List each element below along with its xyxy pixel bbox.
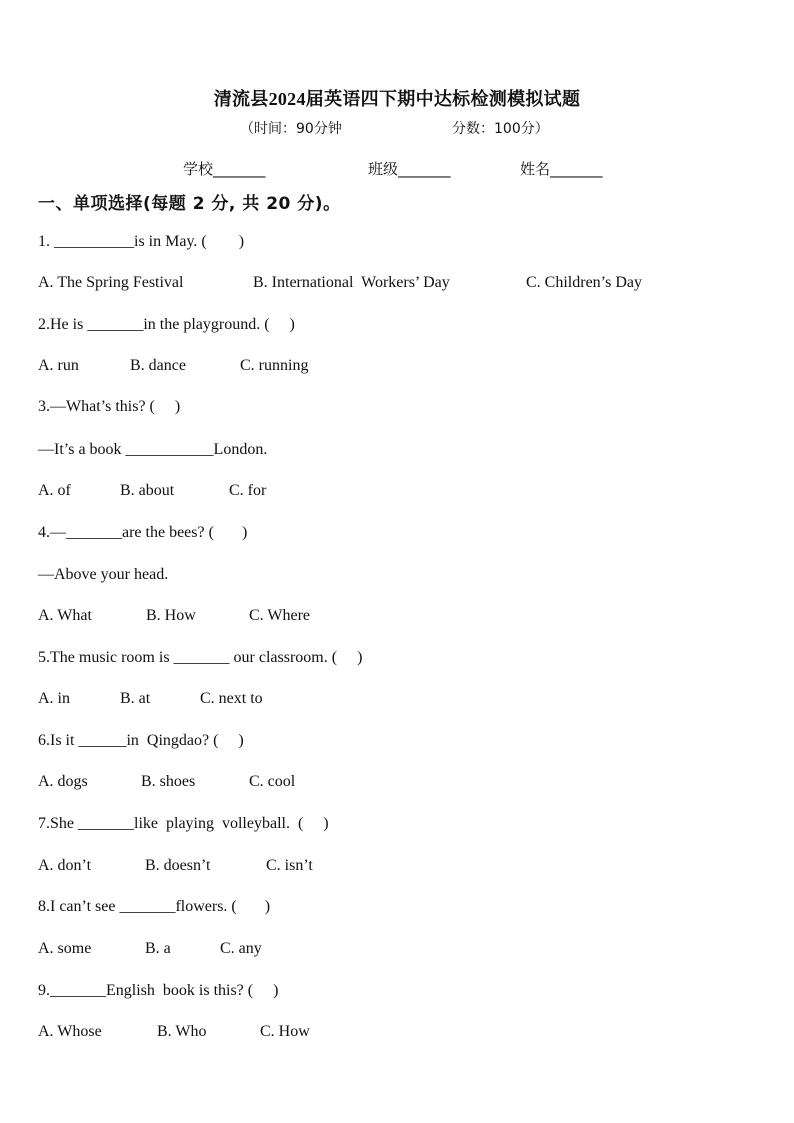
- option-5b: B. at: [120, 690, 151, 707]
- option-8a: A. some: [38, 940, 92, 957]
- option-2b: B. dance: [130, 357, 186, 374]
- name-field: 姓名_______: [520, 160, 603, 178]
- option-3b: B. about: [120, 482, 175, 499]
- exam-title: 清流县2024届英语四下期中达标检测模拟试题: [213, 89, 581, 109]
- option-2c: C. running: [240, 357, 309, 374]
- option-7c: C. isn’t: [266, 857, 313, 874]
- class-field: 班级_______: [368, 160, 451, 178]
- option-4a: A. What: [38, 607, 92, 624]
- option-9c: C. How: [260, 1023, 310, 1040]
- option-7a: A. don’t: [38, 857, 92, 874]
- question-4: 4.—_______are the bees? ( ): [38, 524, 248, 541]
- option-4b: B. How: [146, 607, 196, 624]
- question-9: 9._______English book is this? ( ): [38, 982, 279, 999]
- question-5: 5.The music room is _______ our classroom. ( ): [38, 649, 363, 666]
- option-6a: A. dogs: [38, 773, 88, 790]
- option-2a: A. run: [38, 357, 79, 374]
- question-3: 3.—What’s this? ( ): [38, 398, 181, 415]
- question-6: 6.Is it ______in Qingdao? ( ): [38, 732, 244, 749]
- option-1b: B. International Workers’ Day: [253, 274, 450, 291]
- option-6c: C. cool: [249, 773, 296, 790]
- school-field: 学校_______: [183, 160, 266, 178]
- option-9b: B. Who: [157, 1023, 207, 1040]
- option-7b: B. doesn’t: [145, 857, 211, 874]
- option-1c: C. Children’s Day: [526, 274, 642, 291]
- question-8: 8.I can’t see _______flowers. ( ): [38, 898, 271, 915]
- exam-score: 分数：100分）: [452, 121, 549, 137]
- option-5a: A. in: [38, 690, 70, 707]
- option-3c: C. for: [229, 482, 267, 499]
- option-9a: A. Whose: [38, 1023, 102, 1040]
- section-title: 一、单项选择(每题 2 分, 共 20 分)。: [38, 194, 341, 214]
- exam-time: （时间：90分钟: [240, 121, 342, 137]
- option-4c: C. Where: [249, 607, 311, 624]
- option-8c: C. any: [220, 940, 262, 957]
- question-1: 1. __________is in May. ( ): [38, 233, 245, 250]
- option-3a: A. of: [38, 482, 71, 499]
- question-7: 7.She _______like playing volleyball. ( ): [38, 815, 329, 832]
- option-8b: B. a: [145, 940, 171, 957]
- question-3-answer-line: —It’s a book ___________London.: [38, 441, 268, 458]
- question-4-answer-line: —Above your head.: [38, 566, 169, 583]
- question-2: 2.He is _______in the playground. ( ): [38, 316, 295, 333]
- option-5c: C. next to: [200, 690, 263, 707]
- option-6b: B. shoes: [141, 773, 196, 790]
- option-1a: A. The Spring Festival: [38, 274, 184, 291]
